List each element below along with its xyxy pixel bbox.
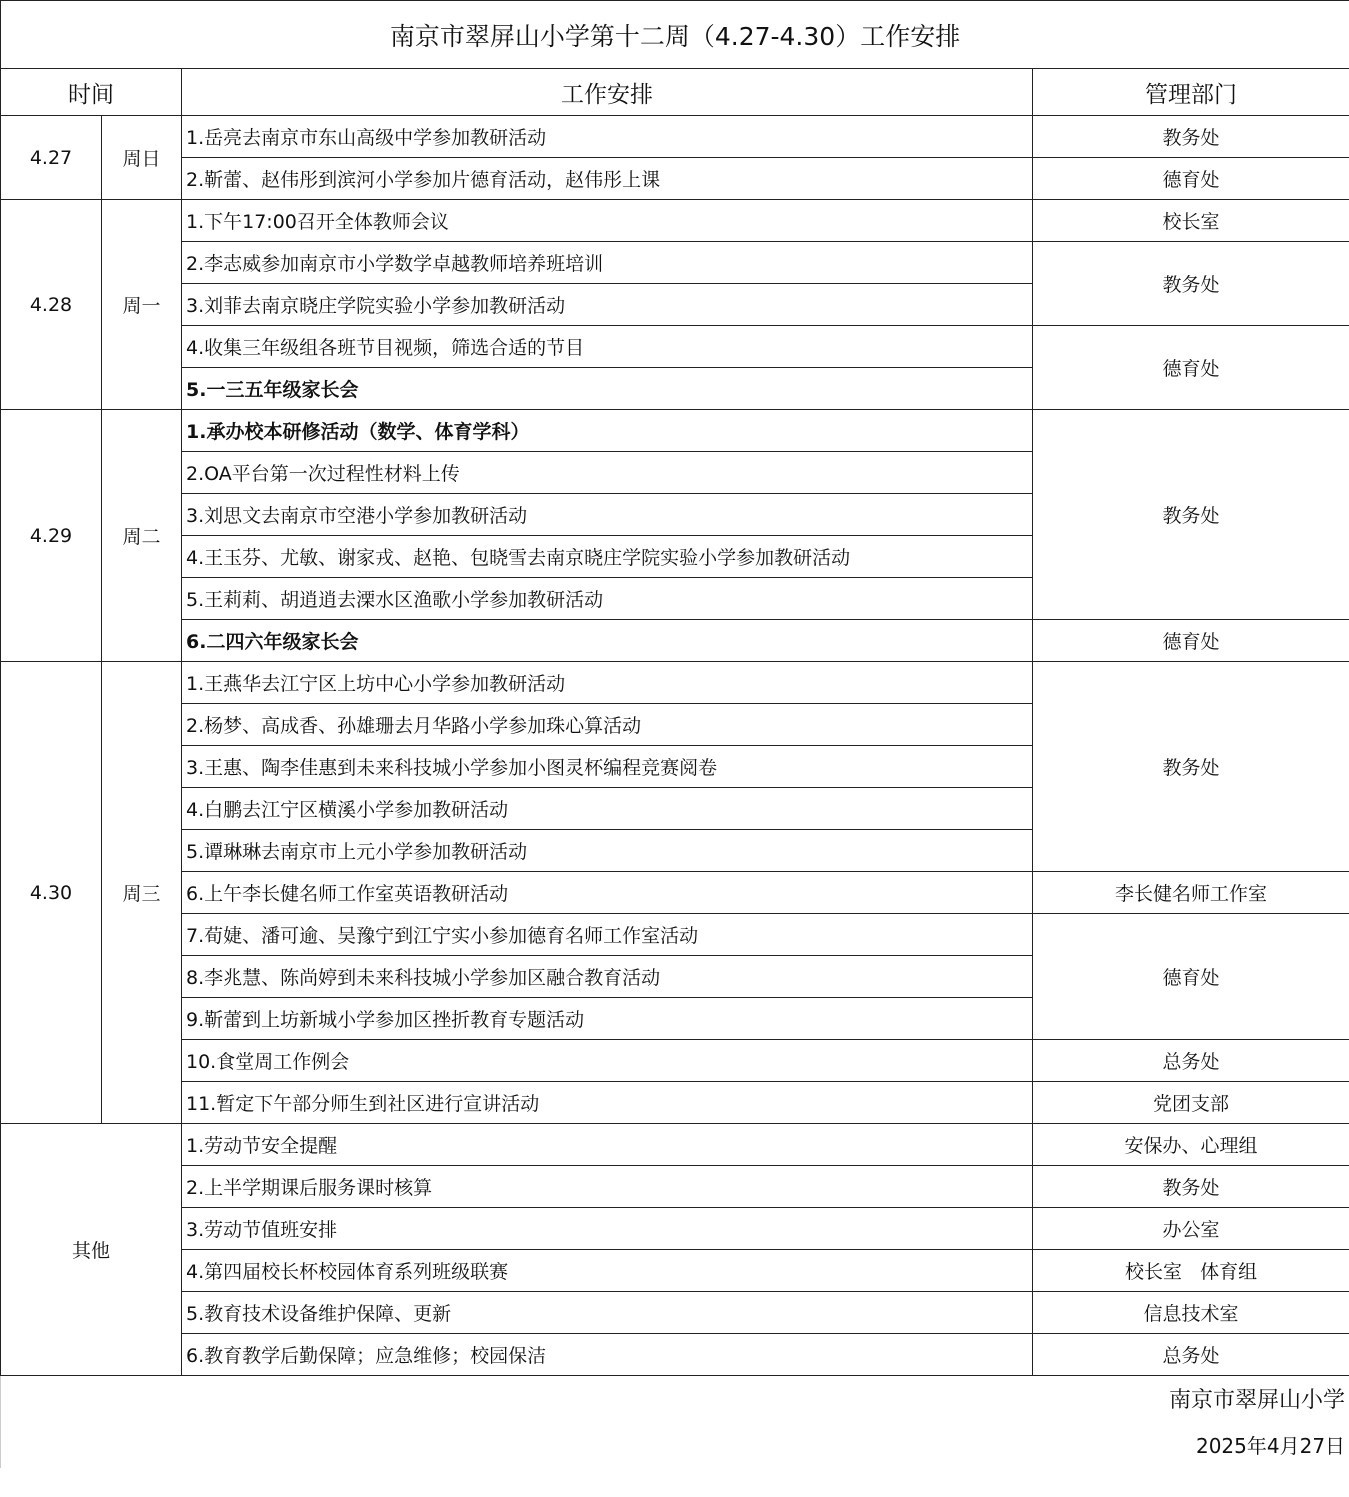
header-time: 时间 [1, 69, 182, 116]
date-cell: 4.30 [1, 662, 102, 1124]
dept-cell: 德育处 [1033, 158, 1349, 200]
task-cell: 8.李兆慧、陈尚婷到未来科技城小学参加区融合教育活动 [182, 956, 1033, 998]
date-cell: 4.28 [1, 200, 102, 410]
footer-date: 2025年4月27日 [1, 1422, 1349, 1468]
dept-cell: 安保办、心理组 [1033, 1124, 1349, 1166]
task-cell: 1.劳动节安全提醒 [182, 1124, 1033, 1166]
task-cell: 6.教育教学后勤保障；应急维修；校园保洁 [182, 1334, 1033, 1376]
dept-cell: 教务处 [1033, 242, 1349, 326]
footer-school: 南京市翠屏山小学 [1, 1376, 1349, 1422]
task-cell: 2.上半学期课后服务课时核算 [182, 1166, 1033, 1208]
task-cell: 3.刘菲去南京晓庄学院实验小学参加教研活动 [182, 284, 1033, 326]
task-cell: 3.刘思文去南京市空港小学参加教研活动 [182, 494, 1033, 536]
dept-cell: 党团支部 [1033, 1082, 1349, 1124]
dept-cell: 德育处 [1033, 620, 1349, 662]
task-cell: 7.荀婕、潘可逾、吴豫宁到江宁实小参加德育名师工作室活动 [182, 914, 1033, 956]
dept-cell: 校长室 体育组 [1033, 1250, 1349, 1292]
task-cell: 1.王燕华去江宁区上坊中心小学参加教研活动 [182, 662, 1033, 704]
task-cell: 4.收集三年级组各班节目视频，筛选合适的节目 [182, 326, 1033, 368]
task-cell: 4.王玉芬、尤敏、谢家戎、赵艳、包晓雪去南京晓庄学院实验小学参加教研活动 [182, 536, 1033, 578]
page-title: 南京市翠屏山小学第十二周（4.27-4.30）工作安排 [1, 1, 1349, 69]
task-cell: 10.食堂周工作例会 [182, 1040, 1033, 1082]
weekday-cell: 周三 [102, 662, 182, 1124]
header-work: 工作安排 [182, 69, 1033, 116]
dept-cell: 德育处 [1033, 326, 1349, 410]
task-cell: 2.李志威参加南京市小学数学卓越教师培养班培训 [182, 242, 1033, 284]
task-cell: 4.白鹏去江宁区横溪小学参加教研活动 [182, 788, 1033, 830]
dept-cell: 教务处 [1033, 116, 1349, 158]
task-cell: 2.OA平台第一次过程性材料上传 [182, 452, 1033, 494]
dept-cell: 教务处 [1033, 662, 1349, 872]
weekday-cell: 周一 [102, 200, 182, 410]
task-cell: 2.靳蕾、赵伟彤到滨河小学参加片德育活动，赵伟彤上课 [182, 158, 1033, 200]
task-cell: 2.杨梦、高成香、孙雄珊去月华路小学参加珠心算活动 [182, 704, 1033, 746]
task-cell: 3.王惠、陶李佳惠到未来科技城小学参加小图灵杯编程竞赛阅卷 [182, 746, 1033, 788]
header-dept: 管理部门 [1033, 69, 1349, 116]
date-cell: 4.27 [1, 116, 102, 200]
other-label: 其他 [1, 1124, 182, 1376]
dept-cell: 校长室 [1033, 200, 1349, 242]
dept-cell: 李长健名师工作室 [1033, 872, 1349, 914]
task-cell: 9.靳蕾到上坊新城小学参加区挫折教育专题活动 [182, 998, 1033, 1040]
task-cell: 1.承办校本研修活动（数学、体育学科） [182, 410, 1033, 452]
dept-cell: 办公室 [1033, 1208, 1349, 1250]
task-cell: 1.下午17:00召开全体教师会议 [182, 200, 1033, 242]
weekday-cell: 周二 [102, 410, 182, 662]
dept-cell: 总务处 [1033, 1040, 1349, 1082]
weekday-cell: 周日 [102, 116, 182, 200]
task-cell: 5.谭琳琳去南京市上元小学参加教研活动 [182, 830, 1033, 872]
task-cell: 5.一三五年级家长会 [182, 368, 1033, 410]
dept-cell: 信息技术室 [1033, 1292, 1349, 1334]
dept-cell: 总务处 [1033, 1334, 1349, 1376]
task-cell: 6.二四六年级家长会 [182, 620, 1033, 662]
task-cell: 5.王莉莉、胡逍逍去溧水区渔歌小学参加教研活动 [182, 578, 1033, 620]
dept-cell: 德育处 [1033, 914, 1349, 1040]
task-cell: 11.暂定下午部分师生到社区进行宣讲活动 [182, 1082, 1033, 1124]
task-cell: 5.教育技术设备维护保障、更新 [182, 1292, 1033, 1334]
task-cell: 6.上午李长健名师工作室英语教研活动 [182, 872, 1033, 914]
task-cell: 4.第四届校长杯校园体育系列班级联赛 [182, 1250, 1033, 1292]
task-cell: 1.岳亮去南京市东山高级中学参加教研活动 [182, 116, 1033, 158]
date-cell: 4.29 [1, 410, 102, 662]
dept-cell: 教务处 [1033, 1166, 1349, 1208]
task-cell: 3.劳动节值班安排 [182, 1208, 1033, 1250]
dept-cell: 教务处 [1033, 410, 1349, 620]
